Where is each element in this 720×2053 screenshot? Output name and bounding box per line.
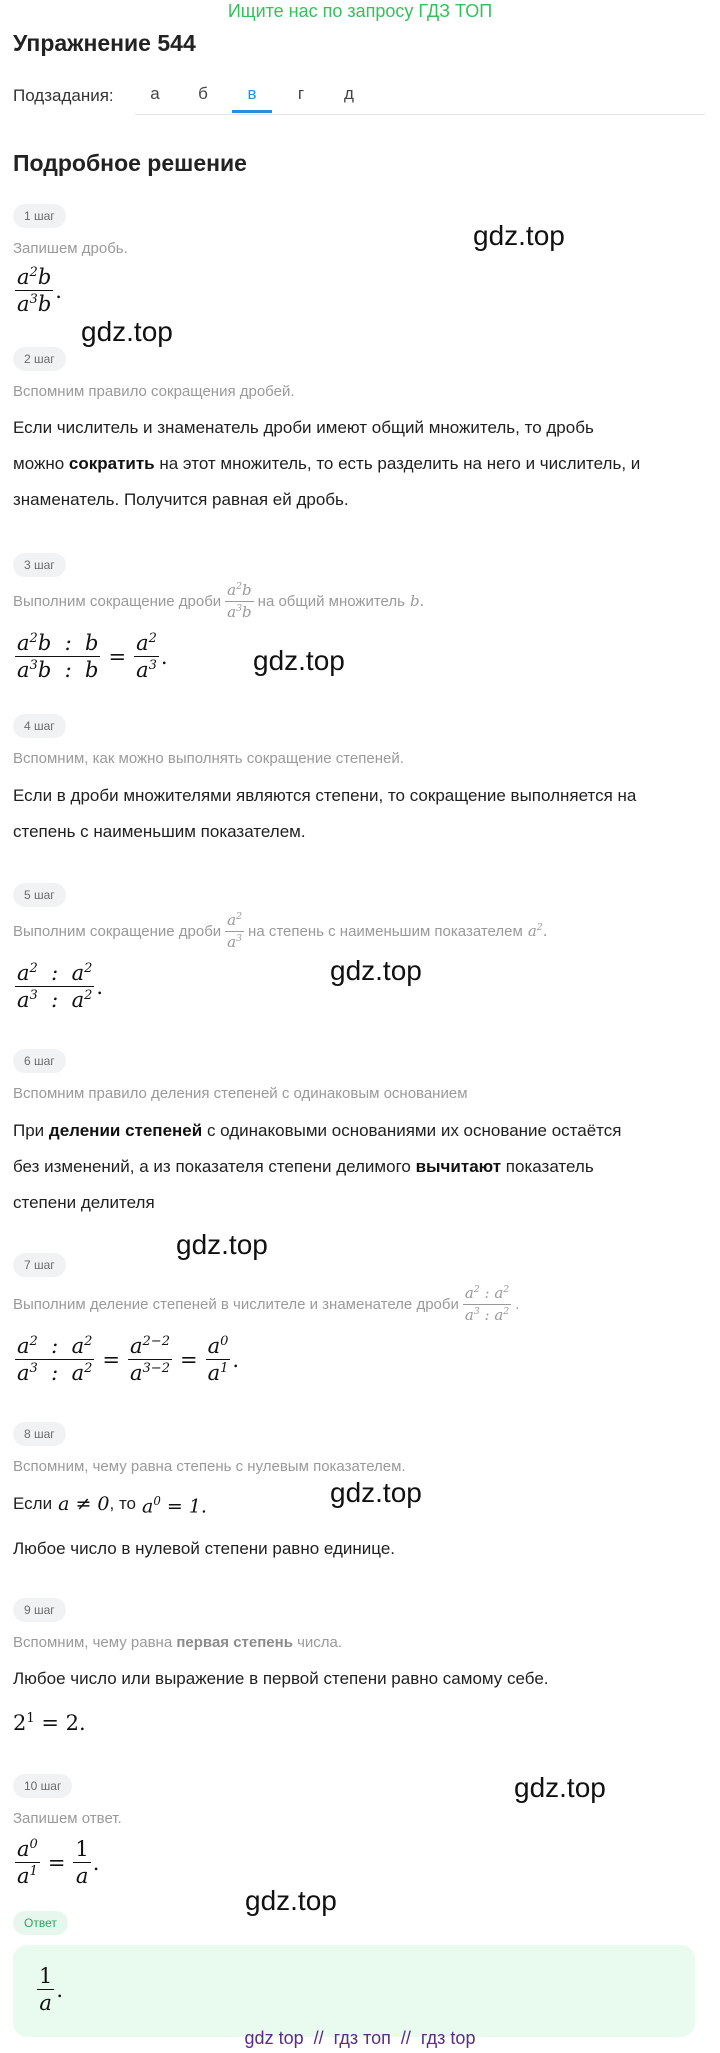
step-hint-3: Выполним сокращение дроби $\frac{a^2b}{a^3b}$ на общий множитель b. — [13, 581, 425, 621]
formula-step-1: $\frac{a^2b}{a^3b}$ . — [17, 265, 62, 317]
rule-text-9: Любое число или выражение в первой степени равно самому себе. — [13, 1669, 549, 1688]
step-hint-6: Вспомним правило деления степеней с одинаковым основанием — [13, 1085, 468, 1102]
rule-line: Если в дроби множителями являются степени, то сокращение выполняется на — [13, 786, 637, 805]
rule-line: При делении степеней с одинаковыми основаниями их основание остаётся — [13, 1121, 622, 1140]
step-hint-10: Запишем ответ. — [13, 1810, 122, 1827]
step-hint-9: Вспомним, чему равна первая степень числа. — [13, 1634, 343, 1651]
step-badge-10: 10 шаг — [13, 1774, 72, 1798]
step-hint-4: Вспомним, как можно выполнять сокращение степеней. — [13, 750, 404, 767]
watermark: gdz.top — [81, 316, 173, 347]
rule-line: степени делителя — [13, 1193, 155, 1212]
rule-line: можно сократить на этот множитель, то есть разделить на него и числитель, и — [13, 454, 641, 473]
formula-step-10: $\frac{a^0}{a^1}$ = $\frac{1}{a}$ . — [17, 1837, 100, 1889]
step-badge-3: 3 шаг — [13, 553, 66, 577]
rule-line: Если числитель и знаменатель дроби имеют общий множитель, то дробь — [13, 418, 594, 437]
watermark: gdz.top — [330, 1477, 422, 1508]
subtask-tab-v[interactable]: в — [232, 84, 272, 113]
formula-step-3: $\frac{a^2b : b}{a^3b : b}$ = $\frac{a^2}{a^3}$ . — [17, 631, 168, 683]
step-hint-5: Выполним сокращение дроби $\frac{a^2}{a^3}$ на степень с наименьшим показателем $a^2$. — [13, 911, 548, 951]
watermark: gdz.top — [245, 1885, 337, 1916]
rule-text-2 — [13, 410, 703, 518]
footer-links[interactable]: gdz top // гдз топ // гдз top — [244, 2028, 476, 2048]
step-hint-2: Вспомним правило сокращения дробей. — [13, 383, 295, 400]
formula-step-9: $2^1 = 2$. — [13, 1711, 86, 1735]
subtasks-label: Подзадания: — [13, 86, 114, 105]
promo-banner: Ищите нас по запросу ГДЗ ТОП — [227, 1, 493, 21]
rule-line: знаменатель. Получится равная ей дробь. — [13, 490, 349, 509]
subtask-tab-b[interactable]: б — [198, 84, 208, 103]
solution-title: Подробное решение — [13, 150, 247, 176]
step-hint-8: Вспомним, чему равна степень с нулевым показателем. — [13, 1458, 406, 1475]
answer-formula: $\frac{1}{a}$ . — [39, 1964, 64, 2016]
step-hint-7: Выполним деление степеней в числителе и знаменателе дроби $\frac{a^2 : a^2}{a^3 : a^2}$ . — [13, 1284, 520, 1324]
step-badge-2: 2 шаг — [13, 347, 66, 371]
subtask-tab-a[interactable]: а — [150, 84, 160, 103]
rule-line: без изменений, а из показателя степени делимого вычитают показатель — [13, 1157, 594, 1176]
subtask-tab-g[interactable]: г — [297, 84, 305, 103]
subtask-tab-d[interactable]: д — [344, 84, 354, 103]
subtasks-bar — [13, 84, 693, 116]
watermark: gdz.top — [473, 220, 565, 251]
watermark: gdz.top — [514, 1772, 606, 1803]
exercise-title: Упражнение 544 — [13, 30, 196, 56]
formula-step-7: $\frac{a^2 : a^2}{a^3 : a^2}$ = $\frac{a^{2-2}}{a^{3-2}}$ = $\frac{a^0}{a^1}$ . — [17, 1334, 240, 1386]
subtasks-divider — [135, 114, 705, 115]
rule-line: степень с наименьшим показателем. — [13, 822, 306, 841]
step-badge-5: 5 шаг — [13, 883, 66, 907]
watermark: gdz.top — [253, 645, 345, 676]
step-badge-1: 1 шаг — [13, 204, 66, 228]
step-badge-6: 6 шаг — [13, 1049, 66, 1073]
formula-step-5: $\frac{a^2 : a^2}{a^3 : a^2}$ . — [17, 961, 104, 1013]
rule-text-6 — [13, 1113, 703, 1221]
watermark: gdz.top — [330, 955, 422, 986]
rule-text-8b: Любое число в нулевой степени равно единице. — [13, 1539, 396, 1558]
answer-badge: Ответ — [13, 1911, 68, 1935]
step-badge-9: 9 шаг — [13, 1598, 66, 1622]
rule-text-8: Если a ≠ 0 , то $a^0 = 1$. — [13, 1492, 207, 1518]
answer-box — [13, 1945, 695, 2037]
step-badge-7: 7 шаг — [13, 1253, 66, 1277]
rule-text-4 — [13, 778, 703, 850]
watermark: gdz.top — [176, 1229, 268, 1260]
step-badge-8: 8 шаг — [13, 1422, 66, 1446]
step-badge-4: 4 шаг — [13, 714, 66, 738]
step-hint-1: Запишем дробь. — [13, 240, 128, 257]
